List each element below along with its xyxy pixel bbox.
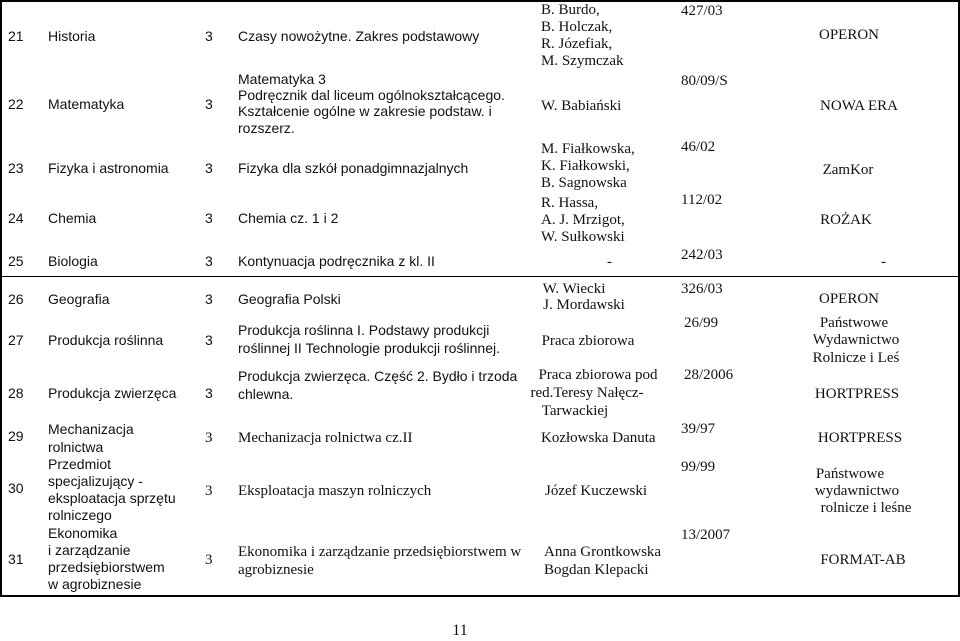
table-border-top	[0, 0, 960, 2]
title-line: Podręcznik dal liceum ogólnokształcącego.	[238, 87, 505, 103]
subject-line: przedsiębiorstwem	[48, 559, 165, 575]
publisher-line: wydawnictwo	[814, 483, 900, 499]
author-line: Praca zbiorowa	[541, 333, 635, 349]
hours-cell: 3	[205, 552, 213, 568]
subject-line: Mechanizacja	[48, 421, 134, 437]
approval-number-cell: 46/02	[681, 139, 716, 155]
hours-cell: 3	[205, 96, 213, 112]
publisher-line: rolnicze i leśne	[820, 500, 912, 516]
row-divider	[0, 276, 960, 277]
approval-number-cell: 13/2007	[681, 527, 731, 543]
author-line: B. Sagnowska	[541, 175, 627, 191]
author-line: B. Burdo,	[541, 2, 600, 18]
title-line: chlewna.	[238, 386, 294, 402]
subject-cell: Matematyka	[48, 96, 125, 112]
title-line: rozszerz.	[238, 120, 295, 136]
subject-line: rolnictwa	[48, 439, 104, 455]
subject-line: i zarządzanie	[48, 542, 131, 558]
approval-number-cell: 326/03	[681, 281, 723, 297]
row-number: 30	[8, 480, 24, 496]
publisher-cell: -	[881, 254, 886, 270]
publisher-cell: ROŻAK	[820, 212, 872, 228]
publisher-cell: ZamKor	[822, 162, 874, 178]
author-line: R. Józefiak,	[541, 36, 613, 52]
row-number: 28	[8, 385, 24, 401]
approval-number-cell: 427/03	[681, 3, 723, 19]
title-line: agrobiznesie	[238, 562, 314, 578]
title-line: Matematyka 3	[238, 71, 326, 87]
author-line: W. Sułkowski	[541, 229, 625, 245]
row-number: 23	[8, 160, 24, 176]
approval-number-cell: 242/03	[681, 247, 723, 263]
subject-line: Przedmiot	[48, 456, 112, 472]
table-border-left	[0, 0, 2, 597]
hours-cell: 3	[205, 28, 213, 44]
publisher-cell: HORTPRESS	[814, 386, 900, 402]
publisher-line: Rolnicze i Leś	[812, 350, 900, 366]
author-line: Józef Kuczewski	[545, 483, 648, 499]
publisher-line: Wydawnictwo	[812, 332, 900, 348]
approval-number-cell: 112/02	[681, 192, 723, 208]
subject-cell: Produkcja zwierzęca	[48, 385, 177, 401]
author-line: -	[607, 254, 612, 270]
title-cell: Fizyka dla szkół ponadgimnazjalnych	[238, 160, 469, 176]
publisher-cell: FORMAT-AB	[820, 552, 906, 568]
publisher-cell: NOWA ERA	[820, 98, 898, 114]
author-line: W. Wiecki	[542, 281, 606, 297]
title-line: Produkcja zwierzęca. Część 2. Bydło i trzoda	[238, 368, 518, 384]
approval-number-cell: 99/99	[681, 459, 716, 475]
hours-cell: 3	[205, 291, 213, 307]
author-line: Anna Grontkowska	[544, 544, 662, 560]
subject-line: w agrobiznesie	[48, 576, 142, 592]
row-number: 26	[8, 291, 24, 307]
publisher-cell: OPERON	[818, 291, 880, 307]
author-line: red.Teresy Nałęcz-	[530, 385, 644, 401]
title-line: Kształcenie ogólne w zakresie podstaw. i	[238, 103, 492, 119]
title-cell: Mechanizacja rolnictwa cz.II	[238, 430, 413, 446]
row-number: 31	[8, 551, 24, 567]
hours-cell: 3	[205, 160, 213, 176]
title-cell: Geografia Polski	[238, 291, 341, 307]
publisher-line: Państwowe	[815, 466, 885, 482]
author-line: M. Fiałkowska,	[541, 141, 635, 157]
table-border-bottom	[0, 595, 960, 597]
subject-cell: Chemia	[48, 210, 97, 226]
author-line: A. J. Mrzigot,	[541, 212, 625, 228]
row-number: 25	[8, 253, 24, 269]
author-line: Praca zbiorowa pod	[538, 367, 658, 383]
row-number: 21	[8, 28, 24, 44]
approval-number-cell: 26/99	[684, 315, 719, 331]
subject-cell: Geografia	[48, 291, 110, 307]
row-number: 29	[8, 428, 24, 444]
title-cell: Eksploatacja maszyn rolniczych	[238, 483, 432, 499]
row-number: 22	[8, 96, 24, 112]
subject-cell: Produkcja roślinna	[48, 332, 164, 348]
subject-line: eksploatacja sprzętu	[48, 490, 176, 506]
publisher-line: Państwowe	[819, 315, 889, 331]
subject-cell: Biologia	[48, 253, 98, 269]
title-cell: Chemia cz. 1 i 2	[238, 210, 339, 226]
row-number: 24	[8, 210, 24, 226]
hours-cell: 3	[205, 332, 213, 348]
title-line: roślinnej II Technologie produkcji roślinnej.	[238, 340, 501, 356]
subject-line: rolniczego	[48, 507, 112, 523]
subject-line: Ekonomika	[48, 525, 118, 541]
author-line: Kozłowska Danuta	[541, 430, 656, 446]
subject-line: specjalizujący -	[48, 473, 143, 489]
publisher-cell: HORTPRESS	[817, 430, 903, 446]
author-line: Bogdan Klepacki	[544, 562, 649, 578]
page-number: 11	[452, 622, 468, 639]
hours-cell: 3	[205, 483, 213, 499]
subject-cell: Historia	[48, 28, 96, 44]
hours-cell: 3	[205, 385, 213, 401]
author-line: J. Mordawski	[543, 297, 625, 313]
approval-number-cell: 28/2006	[684, 367, 734, 383]
publisher-cell: OPERON	[818, 27, 880, 43]
hours-cell: 3	[205, 253, 213, 269]
hours-cell: 3	[205, 210, 213, 226]
author-line: W. Babiański	[541, 98, 622, 114]
title-cell: Czasy nowożytne. Zakres podstawowy	[238, 28, 480, 44]
title-line: Produkcja roślinna I. Podstawy produkcji	[238, 322, 490, 338]
title-line: Ekonomika i zarządzanie przedsiębiorstwem w	[238, 544, 522, 560]
hours-cell: 3	[205, 430, 213, 446]
subject-cell: Fizyka i astronomia	[48, 160, 169, 176]
approval-number-cell: 39/97	[681, 421, 716, 437]
row-number: 27	[8, 332, 24, 348]
author-line: Tarwackiej	[541, 403, 609, 419]
title-cell: Kontynuacja podręcznika z kl. II	[238, 253, 435, 269]
author-line: K. Fiałkowski,	[541, 158, 630, 174]
author-line: B. Holczak,	[541, 19, 613, 35]
author-line: M. Szymczak	[541, 53, 624, 69]
author-line: R. Hassa,	[541, 195, 599, 211]
approval-number-cell: 80/09/S	[681, 73, 728, 89]
